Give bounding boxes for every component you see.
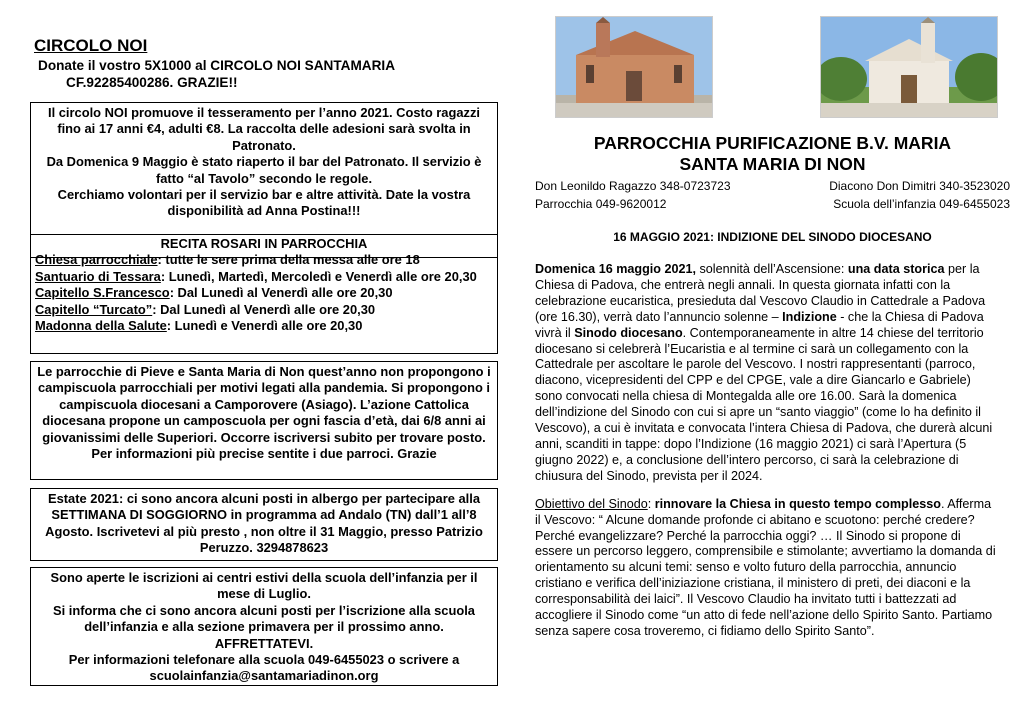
iscrizione-text: Si informa che ci sono ancora alcuni posti per l’iscrizione alla scuola dell’infanzia e alla sezione primavera per il prossimo anno. AFFRETTATEVI. (53, 602, 475, 651)
parish-phone: Parrocchia 049-9620012 (535, 197, 667, 211)
rosario-item: Madonna della Salute: Lunedì e Venerdì alle ore 20,30 (35, 318, 363, 334)
bar-reopened-text: Da Domenica 9 Maggio è stato riaperto il bar del Patronato. Il servizio è fatto “al Tavolo” secondo le regole. (46, 154, 482, 186)
campiscuola-text: Le parrocchie di Pieve e Santa Maria di Non quest’anno non propongono i campiscuola parrocchiali per motivi legati alla pandemia. Si propongono i campiscuola diocesani a Camporovere (Asiago). L’azione Cattolica diocesana propone un camposcuola per ogni fascia d’età, dai 6/8 anni ai giovanissimi delle Superiori. Occorre iscriversi subito per trovare posto. Per informazioni più precise sentite i due parroci. Grazie (37, 364, 491, 462)
donate-notice (38, 57, 500, 91)
rosari-box (30, 234, 498, 354)
parish-header (535, 133, 1010, 175)
tesseramento-text: Il circolo NOI promuove il tesseramento per l’anno 2021. Costo ragazzi fino ai 17 anni €4, adulti €8. La raccolta delle adesioni sarà svolta in Patronato. (48, 105, 480, 153)
campiscuola-box (30, 361, 498, 480)
rosario-item: Santuario di Tessara: Lunedì, Martedì, Mercoledì e Venerdì alle ore 20,30 (35, 268, 477, 284)
donate-line-1: Donate il vostro 5X1000 al CIRCOLO NOI SANTAMARIA (38, 58, 396, 73)
estate-box (30, 488, 498, 561)
school-phone: Scuola dell’infanzia 049-6455023 (833, 197, 1010, 211)
rosario-item: Chiesa parrocchiale: tutte le sere prima della messa alle ore 18 (35, 252, 420, 268)
school-contact-text: Per informazioni telefonare alla scuola 049-6455023 o scrivere a scuolainfanzia@santamariadinon.org (68, 652, 460, 684)
sinodo-article (535, 262, 997, 652)
rosari-heading: RECITA ROSARI IN PARROCCHIA (160, 236, 368, 251)
parish-location: SANTA MARIA DI NON (679, 154, 866, 174)
rosario-item: Capitello S.Francesco: Dal Lunedì al Venerdì alle ore 20,30 (35, 285, 393, 301)
centri-estivi-box (30, 567, 498, 686)
parish-name: PARROCCHIA PURIFICAZIONE B.V. MARIA (593, 133, 952, 153)
article-paragraph-2: Obiettivo del Sinodo: rinnovare la Chiesa in questo tempo complesso. Afferma il Vescovo: “ Alcune domande profonde ci abitano e scuotono: perché credere? Perché evangelizzare? Perché la parrocchia oggi? … Il Sinodo si propone di essere un percorso leggero, comprensibile e stimolante; avvertiamo la domanda di orientamento su alcuni temi: senso e volto futuro della parrocchia, annuncio cristiano e verifica dell’iniziazione cristiana, il ministero di preti, dei diaconi e la corresponsabilità dei laici”. Il Vescovo Claudio ha invitato tutti i battezzati ad accogliere il Sinodo come “un atto di fede nell’azione dello Spirito Santo. Partiamo senza sapere cosa troveremo, ci fidiamo dello Spirito Santo”. (535, 496, 996, 638)
left-column (30, 36, 500, 684)
sinodo-title: 16 MAGGIO 2021: INDIZIONE DEL SINODO DIOCESANO (613, 230, 932, 244)
deacon-contact: Diacono Don Dimitri 340-3523020 (829, 179, 1010, 193)
estate-text: Estate 2021: ci sono ancora alcuni posti in albergo per partecipare alla SETTIMANA DI SOGGIORNO in programma ad Andalo (TN) dall’1 all’8 Agosto. Iscrivetevi al più presto , non oltre il 31 Maggio, presso Patrizio Peruzzo. 3294878623 (45, 491, 483, 556)
centri-estivi-text: Sono aperte le iscrizioni ai centri estivi della scuola dell’infanzia per il mese di Luglio. (50, 570, 478, 602)
donate-line-2: CF.92285400286. GRAZIE!! (66, 75, 238, 90)
volunteers-text: Cerchiamo volontari per il servizio bar e altre attività. Date la vostra disponibilità ad Anna Postina!!! (57, 187, 471, 219)
parish-contacts (535, 177, 1010, 213)
article-paragraph-1: Domenica 16 maggio 2021, solennità dell’Ascensione: una data storica per la Chiesa di Padova, che entrerà negli annali. In questa giornata infatti con la celebrazione eucaristica, presieduta dal Vescovo Claudio in Cattedrale a Padova (ore 16.30), verrà dato l’annuncio solenne – Indizione - che la Chiesa di Padova vivrà il Sinodo diocesano. Contemporaneamente in altre 14 chiese del territorio diocesano si celebrerà l’Eucaristia e al termine ci sarà un collegamento con la Cattedrale per ascoltare le parole del Vescovo. I nostri rappresentanti (parroco, diacono, vicepresidenti del CPP e del CPGE, vale a dire Giancarlo e Gabriele) sono convocati nella chiesa di Montegalda alle ore 16.00. Sarà la domenica dell’indizione del Sinodo con cui si apre un “santo viaggio” (come lo ha definito il Vescovo), a cui è invitata e convocata l’intera Chiesa di Padova, che durerà alcuni anni, scanditi in tappe: dopo l’Indizione (16 maggio 2021) ci sarà l’Apertura (5 giugno 2022) e, a conclusione dell’intero percorso, ci sarà la celebrazione di chiusura del Sinodo, prevista per il 2024. (535, 262, 993, 483)
priest-contact: Don Leonildo Ragazzo 348-0723723 (535, 179, 731, 193)
circolo-title: CIRCOLO NOI (34, 36, 148, 55)
church-photo-santa-maria (555, 16, 713, 118)
church-photo-chapel (820, 16, 998, 118)
rosario-item: Capitello “Turcato”: Dal Lunedì al Venerdì alle ore 20,30 (35, 301, 376, 317)
